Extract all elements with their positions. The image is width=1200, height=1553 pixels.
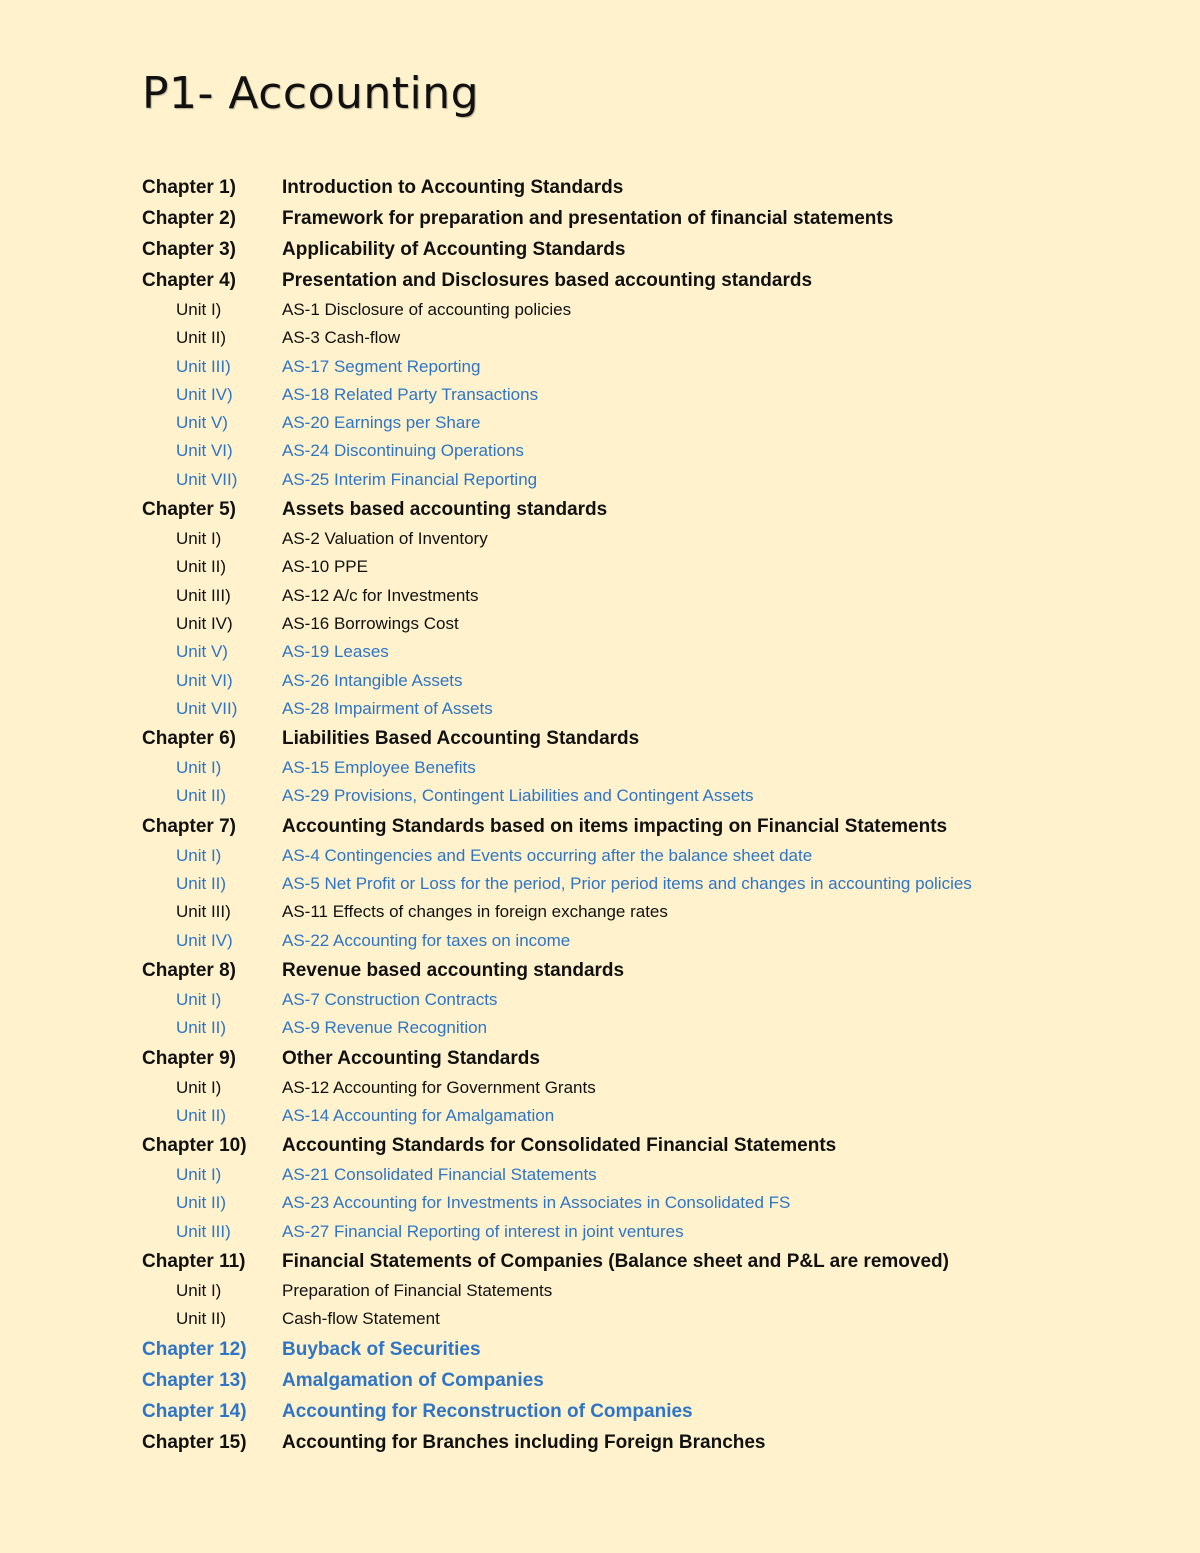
chapter-title: Financial Statements of Companies (Balance sheet and P&L are removed) bbox=[282, 1251, 949, 1273]
unit-row bbox=[0, 695, 1200, 723]
unit-number: Unit IV) bbox=[176, 930, 233, 950]
unit-row bbox=[0, 754, 1200, 782]
unit-row bbox=[0, 437, 1200, 465]
unit-number: Unit I) bbox=[176, 845, 222, 865]
chapter-title: Amalgamation of Companies bbox=[282, 1369, 544, 1391]
unit-row bbox=[0, 1074, 1200, 1102]
chapter-number: Chapter 13) bbox=[142, 1369, 247, 1391]
unit-title: AS-25 Interim Financial Reporting bbox=[282, 469, 538, 489]
chapter-title: Other Accounting Standards bbox=[282, 1047, 540, 1069]
unit-title: AS-2 Valuation of Inventory bbox=[282, 529, 488, 549]
unit-row bbox=[0, 1305, 1200, 1333]
unit-title: AS-18 Related Party Transactions bbox=[282, 384, 539, 404]
unit-number: Unit III) bbox=[176, 585, 231, 605]
unit-row bbox=[0, 1277, 1200, 1305]
unit-number: Unit II) bbox=[176, 1018, 227, 1038]
unit-number: Unit II) bbox=[176, 328, 227, 348]
unit-title: AS-15 Employee Benefits bbox=[282, 758, 476, 778]
chapter-title: Introduction to Accounting Standards bbox=[282, 177, 624, 198]
unit-title: AS-4 Contingencies and Events occurring after the balance sheet date bbox=[282, 845, 813, 865]
unit-title: AS-7 Construction Contracts bbox=[282, 989, 498, 1009]
unit-number: Unit III) bbox=[176, 1221, 231, 1241]
unit-number: Unit IV) bbox=[176, 613, 233, 633]
chapter-row bbox=[0, 1365, 1200, 1396]
unit-number: Unit I) bbox=[176, 1077, 222, 1097]
chapter-number: Chapter 1) bbox=[142, 177, 236, 198]
chapter-title: Accounting for Reconstruction of Companies bbox=[282, 1400, 693, 1422]
chapter-number: Chapter 3) bbox=[142, 239, 236, 260]
unit-row bbox=[0, 1189, 1200, 1217]
unit-row bbox=[0, 986, 1200, 1014]
unit-title: AS-27 Financial Reporting of interest in joint ventures bbox=[282, 1221, 684, 1241]
unit-title: AS-16 Borrowings Cost bbox=[282, 613, 459, 633]
unit-row bbox=[0, 610, 1200, 638]
unit-title: AS-10 PPE bbox=[282, 557, 368, 577]
unit-row bbox=[0, 898, 1200, 926]
chapter-row bbox=[0, 723, 1200, 754]
unit-number: Unit II) bbox=[176, 557, 227, 577]
unit-number: Unit VII) bbox=[176, 469, 238, 489]
chapter-number: Chapter 8) bbox=[142, 959, 236, 981]
chapter-row bbox=[0, 172, 1200, 203]
unit-row bbox=[0, 782, 1200, 810]
unit-number: Unit II) bbox=[176, 874, 227, 894]
chapter-number: Chapter 7) bbox=[142, 815, 236, 837]
chapter-title: Applicability of Accounting Standards bbox=[282, 239, 626, 260]
chapter-number: Chapter 12) bbox=[142, 1338, 247, 1360]
unit-number: Unit II) bbox=[176, 1193, 227, 1213]
unit-number: Unit V) bbox=[176, 413, 228, 433]
chapter-number: Chapter 10) bbox=[142, 1135, 247, 1157]
chapter-number: Chapter 14) bbox=[142, 1400, 247, 1422]
chapter-row bbox=[0, 494, 1200, 525]
unit-title: AS-19 Leases bbox=[282, 642, 389, 662]
page-title: P1- Accounting bbox=[142, 68, 480, 119]
unit-title: AS-14 Accounting for Amalgamation bbox=[282, 1105, 555, 1125]
unit-row bbox=[0, 870, 1200, 898]
chapter-title: Revenue based accounting standards bbox=[282, 959, 625, 981]
chapter-number: Chapter 9) bbox=[142, 1047, 236, 1069]
chapter-row bbox=[0, 1130, 1200, 1161]
unit-row bbox=[0, 324, 1200, 352]
chapter-row bbox=[0, 811, 1200, 842]
unit-title: AS-21 Consolidated Financial Statements bbox=[282, 1165, 597, 1185]
unit-number: Unit III) bbox=[176, 902, 231, 922]
unit-row bbox=[0, 638, 1200, 666]
chapter-row bbox=[0, 203, 1200, 234]
unit-title: AS-12 A/c for Investments bbox=[282, 585, 479, 605]
chapter-title: Buyback of Securities bbox=[282, 1338, 481, 1360]
unit-title: Preparation of Financial Statements bbox=[282, 1281, 553, 1301]
unit-number: Unit I) bbox=[176, 300, 222, 319]
unit-number: Unit I) bbox=[176, 758, 222, 778]
unit-title: AS-24 Discontinuing Operations bbox=[282, 441, 524, 461]
unit-number: Unit I) bbox=[176, 529, 222, 549]
unit-row bbox=[0, 1161, 1200, 1189]
chapter-title: Presentation and Disclosures based accounting standards bbox=[282, 270, 813, 291]
unit-number: Unit III) bbox=[176, 356, 231, 376]
chapter-row bbox=[0, 1396, 1200, 1427]
unit-row bbox=[0, 525, 1200, 553]
unit-number: Unit II) bbox=[176, 786, 227, 806]
unit-row bbox=[0, 1218, 1200, 1246]
unit-number: Unit II) bbox=[176, 1309, 227, 1329]
unit-row bbox=[0, 927, 1200, 955]
chapter-title: Liabilities Based Accounting Standards bbox=[282, 728, 640, 750]
unit-row bbox=[0, 1014, 1200, 1042]
unit-number: Unit II) bbox=[176, 1105, 227, 1125]
chapter-number: Chapter 6) bbox=[142, 728, 236, 750]
unit-title: AS-22 Accounting for taxes on income bbox=[282, 930, 571, 950]
chapter-row bbox=[0, 955, 1200, 986]
unit-title: AS-20 Earnings per Share bbox=[282, 413, 481, 433]
unit-row bbox=[0, 842, 1200, 870]
unit-title: AS-26 Intangible Assets bbox=[282, 670, 463, 690]
unit-title: AS-12 Accounting for Government Grants bbox=[282, 1077, 596, 1097]
chapter-title: Assets based accounting standards bbox=[282, 499, 608, 521]
unit-row bbox=[0, 381, 1200, 409]
chapter-number: Chapter 5) bbox=[142, 499, 236, 521]
unit-title: AS-9 Revenue Recognition bbox=[282, 1018, 488, 1038]
chapter-title: Accounting Standards for Consolidated Financial Statements bbox=[282, 1135, 837, 1157]
unit-row bbox=[0, 409, 1200, 437]
unit-title: AS-11 Effects of changes in foreign exchange rates bbox=[282, 902, 668, 922]
chapter-row bbox=[0, 265, 1200, 296]
unit-row bbox=[0, 582, 1200, 610]
chapter-number: Chapter 15) bbox=[142, 1431, 247, 1453]
unit-row bbox=[0, 1102, 1200, 1130]
unit-number: Unit IV) bbox=[176, 384, 233, 404]
unit-title: AS-1 Disclosure of accounting policies bbox=[282, 300, 572, 319]
chapter-title: Accounting for Branches including Foreign Branches bbox=[282, 1431, 766, 1453]
unit-row bbox=[0, 353, 1200, 381]
unit-number: Unit V) bbox=[176, 642, 228, 662]
chapter-row bbox=[0, 1334, 1200, 1365]
unit-number: Unit I) bbox=[176, 1281, 222, 1301]
chapter-row bbox=[0, 1427, 1200, 1458]
unit-number: Unit I) bbox=[176, 1165, 222, 1185]
chapter-row bbox=[0, 1043, 1200, 1074]
unit-number: Unit VI) bbox=[176, 670, 233, 690]
unit-row bbox=[0, 296, 1200, 324]
unit-row bbox=[0, 553, 1200, 581]
unit-row bbox=[0, 667, 1200, 695]
unit-row bbox=[0, 466, 1200, 494]
unit-title: AS-29 Provisions, Contingent Liabilities and Contingent Assets bbox=[282, 786, 754, 806]
chapter-row bbox=[0, 234, 1200, 265]
chapter-title: Accounting Standards based on items impacting on Financial Statements bbox=[282, 815, 948, 837]
chapter-number: Chapter 2) bbox=[142, 208, 236, 229]
chapter-title: Framework for preparation and presentation of financial statements bbox=[282, 208, 894, 229]
unit-title: AS-23 Accounting for Investments in Associates in Consolidated FS bbox=[282, 1193, 791, 1213]
chapter-row bbox=[0, 1246, 1200, 1277]
unit-title: AS-5 Net Profit or Loss for the period, Prior period items and changes in accounting policies bbox=[282, 874, 972, 894]
unit-title: AS-28 Impairment of Assets bbox=[282, 698, 493, 718]
unit-number: Unit VI) bbox=[176, 441, 233, 461]
unit-number: Unit VII) bbox=[176, 698, 238, 718]
unit-title: AS-3 Cash-flow bbox=[282, 328, 401, 348]
unit-title: Cash-flow Statement bbox=[282, 1309, 440, 1329]
table-of-contents bbox=[0, 172, 1200, 1458]
unit-title: AS-17 Segment Reporting bbox=[282, 356, 481, 376]
unit-number: Unit I) bbox=[176, 989, 222, 1009]
chapter-number: Chapter 11) bbox=[142, 1251, 246, 1273]
chapter-number: Chapter 4) bbox=[142, 270, 236, 291]
